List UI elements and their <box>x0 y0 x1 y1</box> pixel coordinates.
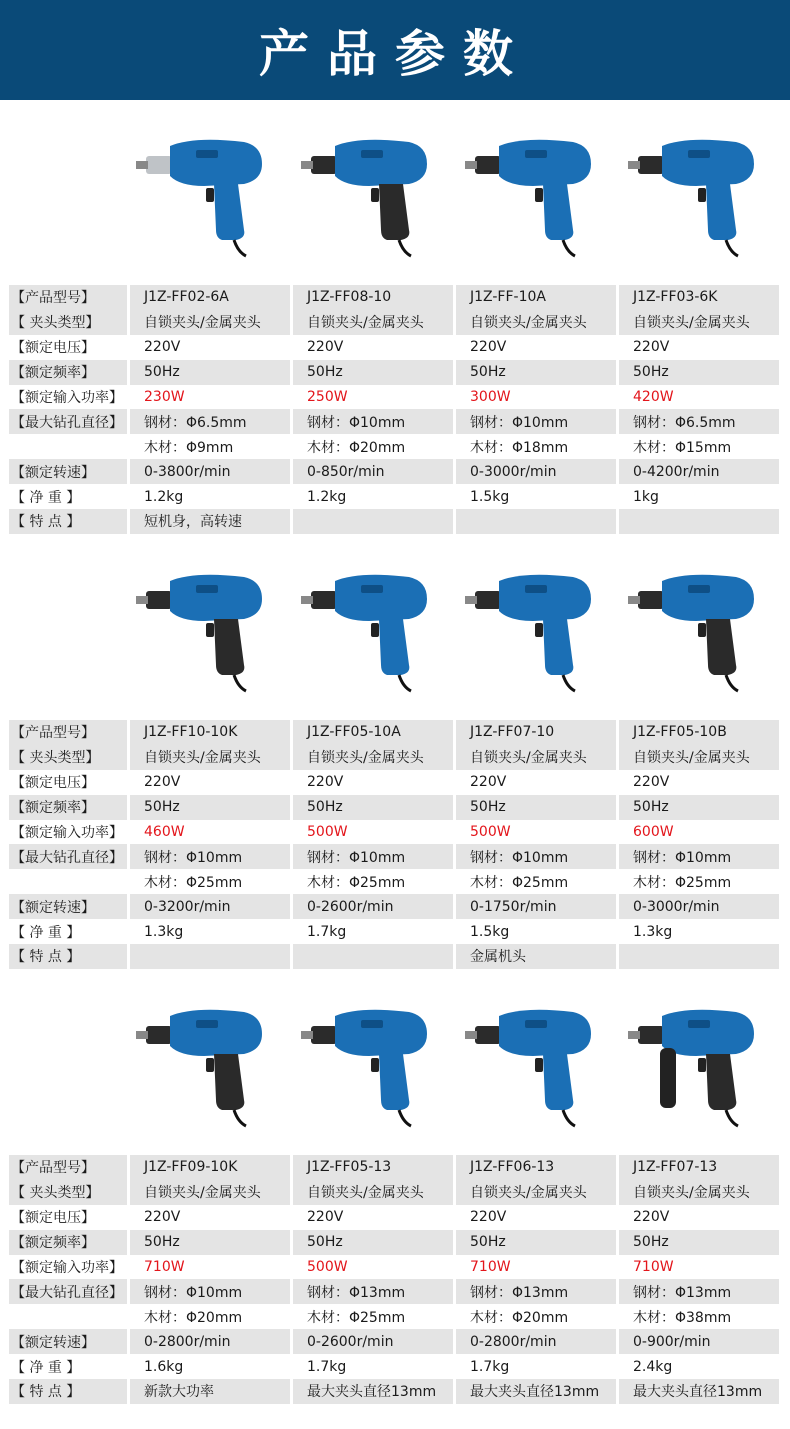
spec-value-speed: 0-2800r/min <box>130 1329 290 1354</box>
spec-value-chuck: 自锁夹头/金属夹头 <box>293 745 453 770</box>
spec-value-chuck: 自锁夹头/金属夹头 <box>130 1180 290 1205</box>
spec-value-power: 500W <box>470 824 511 840</box>
spec-row-power <box>9 385 779 410</box>
spec-label: 【额定输入功率】 <box>11 390 123 406</box>
spec-value-weight: 1.3kg <box>633 923 673 940</box>
spec-value-weight: 1.7kg <box>307 1358 347 1375</box>
drill-image <box>134 565 274 699</box>
spec-label: 【额定频率】 <box>9 1230 127 1255</box>
spec-row-voltage <box>9 770 779 795</box>
drill-image <box>299 1000 439 1134</box>
spec-value-model: J1Z-FF07-10 <box>456 720 616 745</box>
spec-value-freq: 50Hz <box>130 795 290 820</box>
drill-image <box>463 565 603 699</box>
spec-label: 【额定电压】 <box>11 1210 95 1227</box>
spec-value-power: 230W <box>144 389 185 405</box>
spec-value-freq: 50Hz <box>130 360 290 385</box>
drill-image <box>134 1000 274 1134</box>
spec-row-freq <box>9 795 779 820</box>
spec-label: 【额定输入功率】 <box>11 825 123 841</box>
spec-value-steel: 钢材：Φ13mm <box>293 1279 453 1304</box>
spec-row-speed <box>9 459 779 484</box>
spec-value-model: J1Z-FF05-10B <box>619 720 779 745</box>
spec-label: 【额定频率】 <box>9 795 127 820</box>
spec-value-freq: 50Hz <box>293 360 453 385</box>
spec-row-chuck <box>9 745 779 770</box>
spec-value-steel: 钢材：Φ6.5mm <box>130 409 290 434</box>
spec-value-steel: 钢材：Φ10mm <box>130 1279 290 1304</box>
spec-value-chuck: 自锁夹头/金属夹头 <box>619 310 779 335</box>
spec-value-speed: 0-850r/min <box>293 459 453 484</box>
spec-value-freq: 50Hz <box>619 360 779 385</box>
spec-value-speed: 0-3800r/min <box>130 459 290 484</box>
spec-value-voltage: 220V <box>307 339 344 356</box>
spec-label: 【额定转速】 <box>9 1329 127 1354</box>
spec-row-weight <box>9 484 779 509</box>
spec-value-speed: 0-3000r/min <box>619 894 779 919</box>
spec-value-wood: 木材：Φ9mm <box>144 439 234 456</box>
spec-value-model: J1Z-FF10-10K <box>130 720 290 745</box>
drill-image <box>463 130 603 264</box>
spec-label: 【额定电压】 <box>11 340 95 357</box>
spec-value-power: 710W <box>470 1259 511 1275</box>
spec-label: 【产品型号】 <box>9 285 127 310</box>
spec-value-weight: 1.6kg <box>144 1358 184 1375</box>
spec-value-speed: 0-4200r/min <box>619 459 779 484</box>
spec-value-chuck: 自锁夹头/金属夹头 <box>456 310 616 335</box>
spec-label: 【最大钻孔直径】 <box>9 844 127 869</box>
spec-row-steel <box>9 409 779 434</box>
spec-value-steel: 钢材：Φ10mm <box>619 844 779 869</box>
spec-value-weight: 1.5kg <box>470 488 510 505</box>
drill-image <box>626 130 766 264</box>
spec-value-voltage: 220V <box>633 339 670 356</box>
drill-image <box>463 1000 603 1134</box>
spec-value-speed: 0-2600r/min <box>293 894 453 919</box>
spec-value-wood: 木材：Φ15mm <box>633 439 732 456</box>
spec-label: 【最大钻孔直径】 <box>9 409 127 434</box>
spec-value-weight: 1kg <box>633 488 659 505</box>
spec-label: 【额定电压】 <box>11 775 95 792</box>
spec-value-freq: 50Hz <box>619 795 779 820</box>
spec-value-model: J1Z-FF06-13 <box>456 1155 616 1180</box>
spec-label: 【额定频率】 <box>9 360 127 385</box>
spec-value-model: J1Z-FF03-6K <box>619 285 779 310</box>
spec-label: 【最大钻孔直径】 <box>9 1279 127 1304</box>
spec-value-steel: 钢材：Φ13mm <box>619 1279 779 1304</box>
spec-value-voltage: 220V <box>144 1209 181 1226</box>
spec-value-steel: 钢材：Φ10mm <box>456 844 616 869</box>
spec-value-model: J1Z-FF08-10 <box>293 285 453 310</box>
spec-value-freq: 50Hz <box>456 1230 616 1255</box>
spec-label: 【额定输入功率】 <box>11 1260 123 1276</box>
spec-label: 【 特 点 】 <box>9 944 127 969</box>
spec-value-chuck: 自锁夹头/金属夹头 <box>456 1180 616 1205</box>
spec-value-freq: 50Hz <box>456 795 616 820</box>
spec-value-feature: 金属机头 <box>456 944 616 969</box>
spec-label: 【产品型号】 <box>9 1155 127 1180</box>
spec-value-feature: 最大夹头直径13mm <box>456 1379 616 1404</box>
spec-value-weight: 1.5kg <box>470 923 510 940</box>
spec-table <box>6 285 782 534</box>
spec-value-weight: 2.4kg <box>633 1358 673 1375</box>
spec-row-model <box>9 720 779 745</box>
product-group-2 <box>0 543 790 966</box>
spec-row-power <box>9 1255 779 1280</box>
spec-row-model <box>9 285 779 310</box>
spec-row-wood <box>9 1304 779 1329</box>
spec-value-chuck: 自锁夹头/金属夹头 <box>619 1180 779 1205</box>
spec-row-power <box>9 820 779 845</box>
spec-value-speed: 0-3000r/min <box>456 459 616 484</box>
spec-value-voltage: 220V <box>144 774 181 791</box>
spec-value-steel: 钢材：Φ6.5mm <box>619 409 779 434</box>
spec-value-wood: 木材：Φ25mm <box>307 874 406 891</box>
spec-value-feature <box>456 509 616 534</box>
spec-value-voltage: 220V <box>633 774 670 791</box>
spec-value-voltage: 220V <box>633 1209 670 1226</box>
spec-value-freq: 50Hz <box>293 795 453 820</box>
spec-value-wood: 木材：Φ20mm <box>144 1309 243 1326</box>
spec-value-chuck: 自锁夹头/金属夹头 <box>619 745 779 770</box>
spec-value-weight: 1.7kg <box>470 1358 510 1375</box>
spec-row-steel <box>9 1279 779 1304</box>
spec-value-wood: 木材：Φ25mm <box>307 1309 406 1326</box>
spec-label: 【 夹头类型】 <box>9 745 127 770</box>
spec-label <box>9 869 127 894</box>
spec-value-steel: 钢材：Φ10mm <box>293 409 453 434</box>
spec-table <box>6 720 782 969</box>
drill-image <box>134 130 274 264</box>
spec-value-freq: 50Hz <box>130 1230 290 1255</box>
spec-value-feature <box>293 944 453 969</box>
spec-label: 【 夹头类型】 <box>9 1180 127 1205</box>
spec-value-wood: 木材：Φ18mm <box>470 439 569 456</box>
spec-value-wood: 木材：Φ25mm <box>633 874 732 891</box>
spec-label: 【额定转速】 <box>9 459 127 484</box>
spec-value-chuck: 自锁夹头/金属夹头 <box>293 310 453 335</box>
spec-value-steel: 钢材：Φ13mm <box>456 1279 616 1304</box>
header-banner <box>0 0 790 100</box>
spec-value-voltage: 220V <box>307 1209 344 1226</box>
spec-value-wood: 木材：Φ20mm <box>307 439 406 456</box>
spec-value-voltage: 220V <box>144 339 181 356</box>
spec-value-power: 600W <box>633 824 674 840</box>
spec-row-steel <box>9 844 779 869</box>
spec-value-steel: 钢材：Φ10mm <box>293 844 453 869</box>
drill-image <box>299 130 439 264</box>
spec-value-weight: 1.2kg <box>144 488 184 505</box>
spec-value-speed: 0-2600r/min <box>293 1329 453 1354</box>
spec-value-chuck: 自锁夹头/金属夹头 <box>456 745 616 770</box>
spec-label: 【 夹头类型】 <box>9 310 127 335</box>
spec-row-freq <box>9 1230 779 1255</box>
spec-value-feature <box>130 944 290 969</box>
spec-label <box>9 1304 127 1329</box>
spec-row-feature <box>9 509 779 534</box>
drill-image <box>626 1000 766 1134</box>
spec-value-speed: 0-1750r/min <box>456 894 616 919</box>
spec-value-chuck: 自锁夹头/金属夹头 <box>293 1180 453 1205</box>
spec-value-speed: 0-2800r/min <box>456 1329 616 1354</box>
spec-value-voltage: 220V <box>470 339 507 356</box>
spec-value-power: 500W <box>307 1259 348 1275</box>
spec-value-power: 500W <box>307 824 348 840</box>
spec-row-wood <box>9 869 779 894</box>
spec-value-feature: 短机身，高转速 <box>130 509 290 534</box>
spec-value-voltage: 220V <box>307 774 344 791</box>
spec-value-speed: 0-3200r/min <box>130 894 290 919</box>
spec-table <box>6 1155 782 1404</box>
spec-row-speed <box>9 1329 779 1354</box>
spec-value-power: 710W <box>144 1259 185 1275</box>
spec-row-wood <box>9 434 779 459</box>
spec-value-weight: 1.2kg <box>307 488 347 505</box>
spec-value-power: 460W <box>144 824 185 840</box>
spec-value-chuck: 自锁夹头/金属夹头 <box>130 745 290 770</box>
spec-value-voltage: 220V <box>470 774 507 791</box>
drill-image <box>626 565 766 699</box>
spec-value-speed: 0-900r/min <box>619 1329 779 1354</box>
spec-label: 【 特 点 】 <box>9 509 127 534</box>
spec-value-voltage: 220V <box>470 1209 507 1226</box>
spec-value-model: J1Z-FF05-10A <box>293 720 453 745</box>
spec-value-weight: 1.3kg <box>144 923 184 940</box>
spec-value-steel: 钢材：Φ10mm <box>130 844 290 869</box>
spec-value-wood: 木材：Φ38mm <box>633 1309 732 1326</box>
spec-value-steel: 钢材：Φ10mm <box>456 409 616 434</box>
spec-value-freq: 50Hz <box>456 360 616 385</box>
spec-row-chuck <box>9 1180 779 1205</box>
spec-label: 【额定转速】 <box>9 894 127 919</box>
spec-label: 【 净 重 】 <box>11 1359 81 1376</box>
spec-value-model: J1Z-FF02-6A <box>130 285 290 310</box>
spec-row-voltage <box>9 1205 779 1230</box>
spec-value-wood: 木材：Φ25mm <box>470 874 569 891</box>
spec-label <box>9 434 127 459</box>
spec-label: 【 净 重 】 <box>11 924 81 941</box>
product-group-3 <box>0 978 790 1401</box>
spec-value-model: J1Z-FF09-10K <box>130 1155 290 1180</box>
spec-value-power: 250W <box>307 389 348 405</box>
spec-row-weight <box>9 919 779 944</box>
spec-value-freq: 50Hz <box>293 1230 453 1255</box>
spec-value-chuck: 自锁夹头/金属夹头 <box>130 310 290 335</box>
spec-row-feature <box>9 1379 779 1404</box>
product-group-1 <box>0 108 790 531</box>
spec-value-model: J1Z-FF07-13 <box>619 1155 779 1180</box>
spec-value-power: 300W <box>470 389 511 405</box>
spec-value-model: J1Z-FF05-13 <box>293 1155 453 1180</box>
spec-row-speed <box>9 894 779 919</box>
spec-value-feature <box>619 944 779 969</box>
spec-row-voltage <box>9 335 779 360</box>
spec-row-freq <box>9 360 779 385</box>
spec-value-wood: 木材：Φ25mm <box>144 874 243 891</box>
spec-label: 【 净 重 】 <box>11 489 81 506</box>
spec-value-wood: 木材：Φ20mm <box>470 1309 569 1326</box>
spec-value-power: 420W <box>633 389 674 405</box>
spec-value-feature <box>293 509 453 534</box>
spec-row-feature <box>9 944 779 969</box>
spec-row-model <box>9 1155 779 1180</box>
spec-label: 【产品型号】 <box>9 720 127 745</box>
drill-image <box>299 565 439 699</box>
spec-row-weight <box>9 1354 779 1379</box>
spec-value-feature: 最大夹头直径13mm <box>293 1379 453 1404</box>
spec-value-power: 710W <box>633 1259 674 1275</box>
spec-value-feature: 新款大功率 <box>130 1379 290 1404</box>
page-title: 产品参数 <box>259 25 531 83</box>
spec-value-feature <box>619 509 779 534</box>
spec-value-model: J1Z-FF-10A <box>456 285 616 310</box>
spec-value-feature: 最大夹头直径13mm <box>619 1379 779 1404</box>
spec-value-weight: 1.7kg <box>307 923 347 940</box>
spec-value-freq: 50Hz <box>619 1230 779 1255</box>
spec-row-chuck <box>9 310 779 335</box>
spec-label: 【 特 点 】 <box>9 1379 127 1404</box>
